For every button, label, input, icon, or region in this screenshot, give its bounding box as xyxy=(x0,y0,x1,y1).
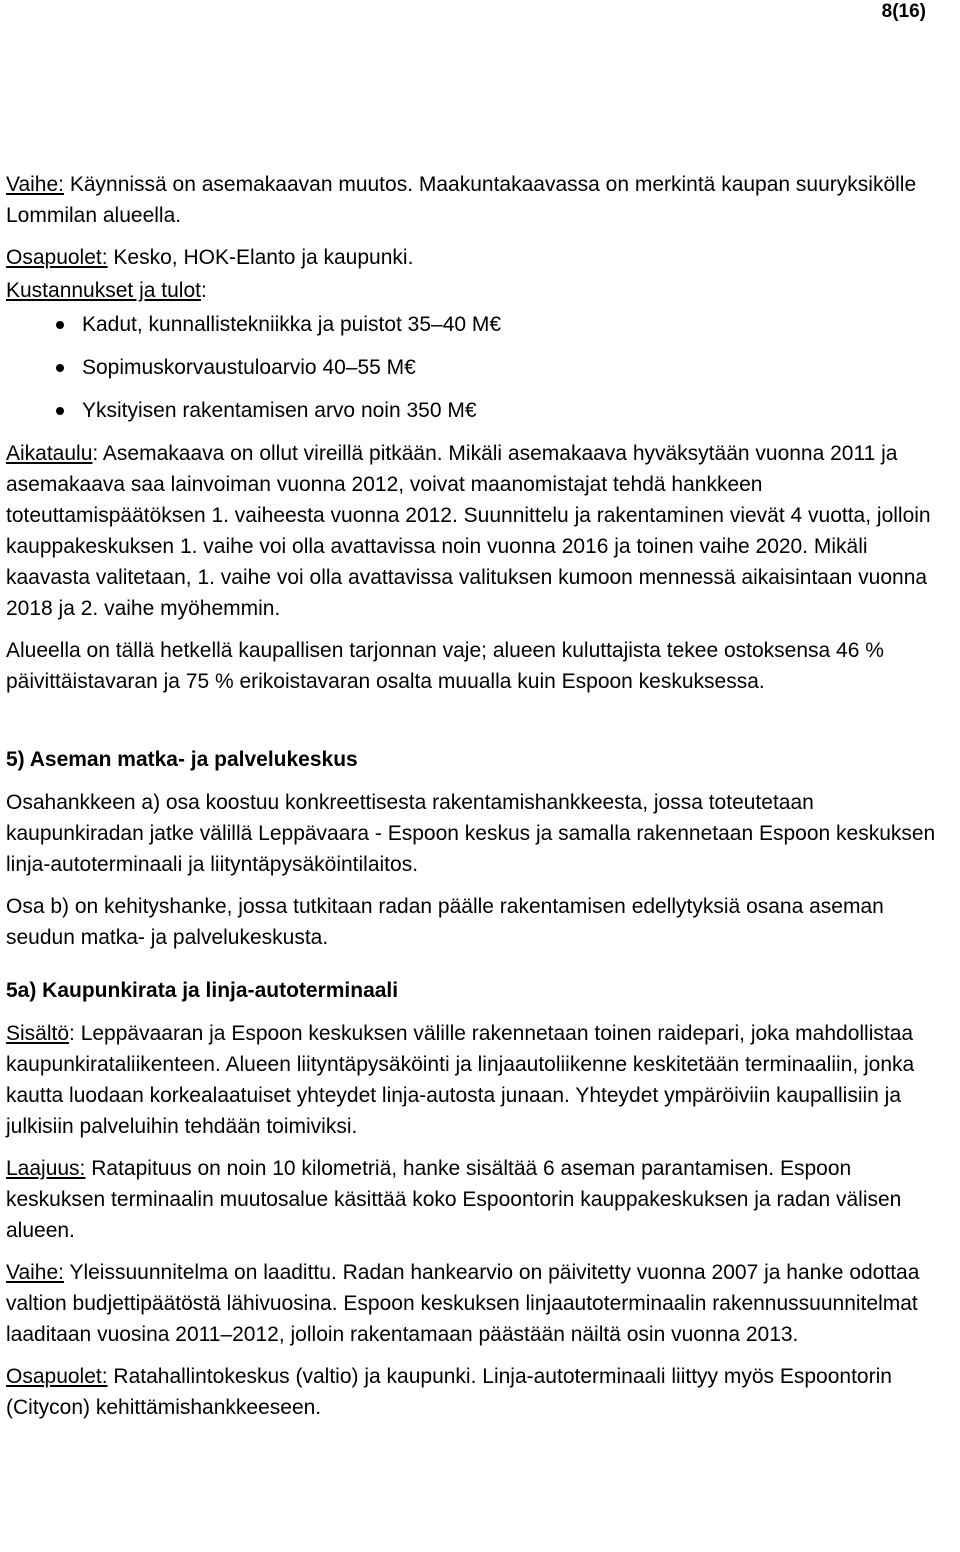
aikataulu-label: Aikataulu xyxy=(6,442,93,465)
vaihe-label: Vaihe: xyxy=(6,173,64,196)
list-item: Yksityisen rakentamisen arvo noin 350 M€ xyxy=(82,395,956,426)
aikataulu-text: : Asemakaava on ollut vireillä pitkään. Mikäli asemakaava hyväksytään vuonna 2011 ja asemakaava saa lainvoiman vuonna 2012, voivat maanomistajat tehdä hankkeen toteuttamispäätöksen 1. vaiheesta vuonna 2012. Suunnittelu ja rakentaminen vievät 4 vuotta, jolloin kauppakeskuksen 1. vaihe voi olla avattavissa noin vuonna 2016 ja toinen vaihe 2020. Mikäli kaavasta valitetaan, 1. vaihe voi olla avattavissa valituksen kumoon mennessä aikaisintaan vuonna 2018 ja 2. vaihe myöhemmin. xyxy=(6,442,931,620)
vaihe-text: Käynnissä on asemakaavan muutos. Maakuntakaavassa on merkintä kaupan suuryksikölle Lommilan alueella. xyxy=(6,173,917,227)
sisalto-text: : Leppävaaran ja Espoon keskuksen välille rakennetaan toinen raidepari, joka mahdollistaa kaupunkirataliikenteen. Alueen liityntäpysäköinti ja linjaautoliikenne keskitetään terminaaliin, jonka kautta luodaan korkealaatuiset yhteydet linja-autosta junaan. Yhteydet ympäröiviin kaupallisiin ja julkisiin palveluihin tehdään toimiviksi. xyxy=(6,1022,915,1138)
list-item: Kadut, kunnallistekniikka ja puistot 35–40 M€ xyxy=(82,309,956,340)
section-5a-heading: 5a) Kaupunkirata ja linja-autoterminaali xyxy=(6,979,399,1002)
sisalto-paragraph xyxy=(6,1018,956,1142)
vaihe-5a-text: Yleissuunnitelma on laadittu. Radan hankearvio on päivitetty vuonna 2007 ja hanke odottaa valtion budjettipäätöstä lähivuosina. Espoon keskuksen linjaautoterminaalin rakennussuunnitelmat laaditaan vuosina 2011–2012, jolloin rakentamaan päästään näiltä osin vuonna 2013. xyxy=(6,1261,920,1346)
section-5-para-1: Osahankkeen a) osa koostuu konkreettisesta rakentamishankkeesta, jossa toteutetaan kaupunkiradan jatke välillä Leppävaara - Espoon keskus ja samalla rakennetaan Espoon keskuksen linja-autoterminaali ja liityntäpysäköintilaitos. xyxy=(6,791,936,876)
section-5-para-2: Osa b) on kehityshanke, jossa tutkitaan radan päälle rakentamisen edellytyksiä osana aseman seudun matka- ja palvelukeskusta. xyxy=(6,895,884,949)
kustannukset-heading xyxy=(6,275,956,306)
vaihe-5a-paragraph xyxy=(6,1257,956,1350)
document-body xyxy=(6,169,956,1434)
osapuolet-text: Kesko, HOK-Elanto ja kaupunki. xyxy=(107,246,414,269)
laajuus-text: Ratapituus on noin 10 kilometriä, hanke sisältää 6 aseman parantamisen. Espoon keskuksen terminaalin muutosalue käsittää koko Espoontorin kauppakeskuksen ja radan välisen alueen. xyxy=(6,1157,902,1242)
section-5-heading: 5) Aseman matka- ja palvelukeskus xyxy=(6,748,358,771)
vaihe-5a-label: Vaihe: xyxy=(6,1261,64,1284)
aikataulu-paragraph xyxy=(6,438,956,624)
laajuus-paragraph xyxy=(6,1153,956,1246)
sisalto-label: Sisältö xyxy=(6,1022,70,1045)
alueella-paragraph: Alueella on tällä hetkellä kaupallisen tarjonnan vaje; alueen kuluttajista tekee ostoksensa 46 % päivittäistavaran ja 75 % erikoistavaran osalta muualla kuin Espoon keskuksessa. xyxy=(6,639,884,693)
osapuolet-paragraph xyxy=(6,242,956,273)
cost-list xyxy=(6,309,956,426)
list-item: Sopimuskorvaustuloarvio 40–55 M€ xyxy=(82,352,956,383)
laajuus-label: Laajuus: xyxy=(6,1157,86,1180)
kustannukset-label: Kustannukset ja tulot xyxy=(6,279,201,302)
osapuolet-5a-text: Ratahallintokeskus (valtio) ja kaupunki. Linja-autoterminaali liittyy myös Espoontorin (Citycon) kehittämishankkeeseen. xyxy=(6,1365,892,1419)
osapuolet-5a-label: Osapuolet: xyxy=(6,1365,108,1388)
page-number: 8(16) xyxy=(881,1,926,22)
osapuolet-5a-paragraph xyxy=(6,1361,956,1423)
vaihe-paragraph xyxy=(6,169,956,231)
osapuolet-label: Osapuolet: xyxy=(6,246,108,269)
kustannukset-colon: : xyxy=(200,279,207,302)
